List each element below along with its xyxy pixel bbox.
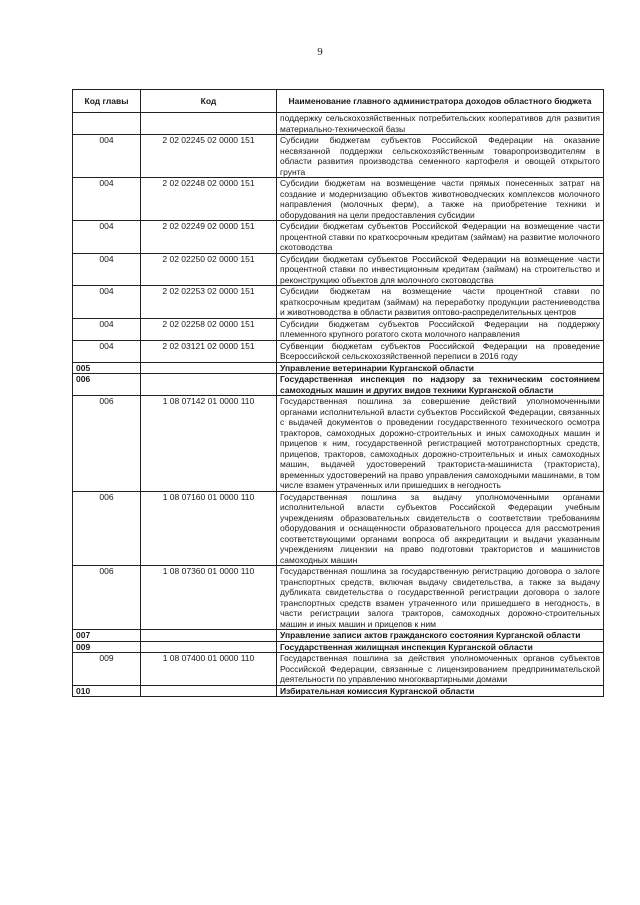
table-row [73, 340, 604, 362]
chapter-code-cell: 006 [73, 491, 141, 566]
table-row [73, 374, 604, 396]
revenue-code-cell: 1 08 07142 01 0000 110 [141, 396, 277, 492]
revenue-code-cell [141, 641, 277, 653]
administrator-name-cell: Государственная пошлина за совершение действий уполномоченными органами исполнительной власти субъектов Российской Федерации, связанных с выдачей документов о проведении государственного технического осмотра тракторов, самоходных дорожно-строительных и иных самоходных машин и прицепов к ним, государственной регистрацией мототранспортных средств, прицепов, тракторов, самоходных дорожно-строительных и иных самоходных машин, выдачей удостоверений тракториста-машиниста (тракториста), временных удостоверений на право управления самоходными машинами, в том числе взамен утраченных или пришедших в негодность [277, 396, 604, 492]
chapter-code-cell: 006 [73, 374, 141, 396]
revenue-code-cell: 2 02 02258 02 0000 151 [141, 318, 277, 340]
table-row [73, 286, 604, 319]
table-row [73, 491, 604, 566]
revenue-code-cell: 2 02 02249 02 0000 151 [141, 221, 277, 254]
chapter-code-cell: 006 [73, 396, 141, 492]
table-row [73, 630, 604, 642]
administrator-name-cell: Управление записи актов гражданского состояния Курганской области [277, 630, 604, 642]
administrator-name-cell: Государственная пошлина за государственную регистрацию договора о залоге транспортных средств, включая выдачу свидетельства, а также за выдачу дубликата свидетельства о государственной регистрации договора о залоге транспортных средств взамен утраченного или пришедшего в негодность, в части регистрации залога тракторов, самоходных дорожно-строительных машин и иных машин и прицепов к ним [277, 566, 604, 630]
chapter-code-cell: 004 [73, 135, 141, 178]
administrator-name-cell: поддержку сельскохозяйственных потребительских кооперативов для развития материально-технической базы [277, 113, 604, 135]
chapter-code-cell: 004 [73, 178, 141, 221]
table-row [73, 396, 604, 492]
header-code: Код [141, 90, 277, 113]
table-row [73, 685, 604, 697]
chapter-code-cell [73, 113, 141, 135]
chapter-code-cell: 004 [73, 253, 141, 286]
header-chapter-code: Код главы [73, 90, 141, 113]
chapter-code-cell: 009 [73, 641, 141, 653]
chapter-code-cell: 010 [73, 685, 141, 697]
chapter-code-cell: 007 [73, 630, 141, 642]
administrator-name-cell: Субсидии бюджетам на возмещение части процентной ставки по краткосрочным кредитам (займам) на переработку продукции растениеводства и животноводства в области развития оптово-распределительных центров [277, 286, 604, 319]
table-header-row [73, 90, 604, 113]
administrator-name-cell: Государственная пошлина за действия уполномоченных органов субъектов Российской Федерации, связанные с лицензированием предпринимательской деятельности по управлению многоквартирными домами [277, 653, 604, 686]
table-row [73, 641, 604, 653]
revenue-code-cell: 1 08 07400 01 0000 110 [141, 653, 277, 686]
table-row [73, 566, 604, 630]
table-row [73, 362, 604, 374]
administrator-name-cell: Субсидии бюджетам субъектов Российской Федерации на поддержку племенного крупного рогатого скота молочного направления [277, 318, 604, 340]
table-row [73, 113, 604, 135]
chapter-code-cell: 004 [73, 318, 141, 340]
revenue-code-cell [141, 362, 277, 374]
administrator-name-cell: Государственная жилищная инспекция Курганской области [277, 641, 604, 653]
table-row [73, 653, 604, 686]
administrator-name-cell: Управление ветеринарии Курганской области [277, 362, 604, 374]
chapter-code-cell: 006 [73, 566, 141, 630]
revenue-code-cell [141, 630, 277, 642]
revenue-code-cell [141, 685, 277, 697]
table-row [73, 221, 604, 254]
page-number: 9 [317, 46, 323, 58]
table-row [73, 135, 604, 178]
revenue-code-cell: 1 08 07160 01 0000 110 [141, 491, 277, 566]
revenue-code-cell: 2 02 02253 02 0000 151 [141, 286, 277, 319]
administrator-name-cell: Субсидии бюджетам субъектов Российской Федерации на возмещение части процентной ставки по инвестиционным кредитам (займам) на строительство и реконструкцию объектов для молочного скотоводства [277, 253, 604, 286]
revenue-administrators-table [72, 89, 604, 697]
revenue-code-cell: 2 02 03121 02 0000 151 [141, 340, 277, 362]
administrator-name-cell: Субсидии бюджетам субъектов Российской Федерации на оказание несвязанной поддержки сельскохозяйственным товаропроизводителям в области развития производства семенного картофеля и овощей открытого грунта [277, 135, 604, 178]
administrator-name-cell: Государственная пошлина за выдачу уполномоченными органами исполнительной власти субъектов Российской Федерации учебным учреждениям образовательных свидетельств о соответствии требованиям оборудования и оснащенности образовательного процесса для рассмотрения соответствующими органами вопроса об аккредитации и выдачи указанным учреждениям лицензии на право подготовки трактористов и машинистов самоходных машин [277, 491, 604, 566]
table-row [73, 178, 604, 221]
table-row [73, 318, 604, 340]
administrator-name-cell: Избирательная комиссия Курганской области [277, 685, 604, 697]
administrator-name-cell: Субвенции бюджетам субъектов Российской Федерации на проведение Всероссийской сельскохозяйственной переписи в 2016 году [277, 340, 604, 362]
revenue-code-cell [141, 374, 277, 396]
administrator-name-cell: Государственная инспекция по надзору за техническим состоянием самоходных машин и других видов техники Курганской области [277, 374, 604, 396]
administrator-name-cell: Субсидии бюджетам на возмещение части прямых понесенных затрат на создание и модернизацию объектов животноводческих комплексов молочного направления (молочных ферм), а также на приобретение техники и оборудования на цели предоставления субсидии [277, 178, 604, 221]
table-body [73, 113, 604, 697]
revenue-code-cell: 2 02 02250 02 0000 151 [141, 253, 277, 286]
chapter-code-cell: 005 [73, 362, 141, 374]
administrator-name-cell: Субсидии бюджетам субъектов Российской Федерации на возмещение части процентной ставки по краткосрочным кредитам (займам) на развитие молочного скотоводства [277, 221, 604, 254]
revenue-code-cell: 2 02 02245 02 0000 151 [141, 135, 277, 178]
revenue-code-cell: 1 08 07360 01 0000 110 [141, 566, 277, 630]
revenue-code-cell: 2 02 02248 02 0000 151 [141, 178, 277, 221]
chapter-code-cell: 004 [73, 221, 141, 254]
revenue-code-cell [141, 113, 277, 135]
chapter-code-cell: 009 [73, 653, 141, 686]
table-row [73, 253, 604, 286]
chapter-code-cell: 004 [73, 286, 141, 319]
chapter-code-cell: 004 [73, 340, 141, 362]
header-administrator-name: Наименование главного администратора доходов областного бюджета [277, 90, 604, 113]
